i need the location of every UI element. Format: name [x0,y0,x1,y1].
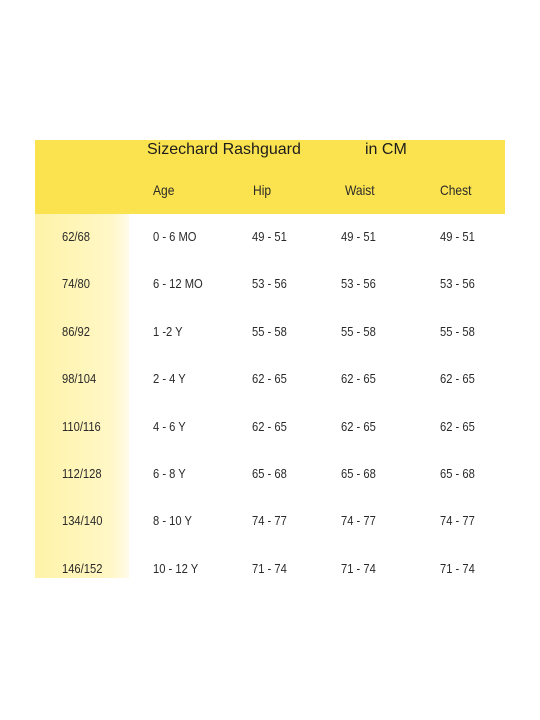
hip-cell: 62 - 65 [252,418,287,434]
size-chart-header [35,140,505,214]
size-chart [35,140,505,593]
waist-cell: 71 - 74 [341,560,376,576]
chest-cell: 53 - 56 [440,276,475,292]
size-cell: 62/68 [62,229,90,244]
size-cell: 98/104 [62,371,97,387]
chart-title: Sizechard Rashguard [147,141,301,158]
hip-cell: 55 - 58 [252,323,287,339]
hip-cell: 53 - 56 [252,276,287,292]
size-cell: 134/140 [62,513,103,529]
table-row [35,214,505,261]
size-cell: 112/128 [62,465,102,481]
size-cell: 86/92 [62,323,90,339]
table-row [35,404,505,451]
table-row [35,546,505,593]
waist-cell: 62 - 65 [341,371,376,387]
chest-cell: 62 - 65 [440,418,475,434]
age-cell: 10 - 12 Y [153,560,199,576]
unit-label: in CM [365,141,407,158]
size-cell: 110/116 [62,418,101,434]
waist-cell: 62 - 65 [341,418,376,434]
waist-cell: 65 - 68 [341,465,376,481]
chest-cell: 62 - 65 [440,371,475,387]
chest-cell: 55 - 58 [440,323,475,339]
waist-cell: 49 - 51 [341,229,376,244]
column-header-hip: Hip [253,182,272,198]
age-cell: 6 - 12 MO [153,276,203,292]
table-row [35,309,505,356]
age-cell: 2 - 4 Y [153,371,186,387]
size-cell: 74/80 [62,276,90,292]
chest-cell: 49 - 51 [440,229,475,244]
column-header-waist: Waist [345,182,375,198]
age-cell: 1 -2 Y [153,323,183,339]
table-row [35,451,505,498]
chest-cell: 65 - 68 [440,465,475,481]
column-header-chest: Chest [440,182,472,198]
size-table-body [35,214,505,593]
hip-cell: 71 - 74 [252,560,287,576]
hip-cell: 65 - 68 [252,465,287,481]
hip-cell: 74 - 77 [252,513,287,529]
table-row [35,261,505,308]
waist-cell: 53 - 56 [341,276,376,292]
age-cell: 6 - 8 Y [153,465,186,481]
waist-cell: 55 - 58 [341,323,376,339]
waist-cell: 74 - 77 [341,513,376,529]
age-cell: 4 - 6 Y [153,418,186,434]
age-cell: 8 - 10 Y [153,513,192,529]
chest-cell: 74 - 77 [440,513,475,529]
table-row [35,498,505,545]
table-row [35,356,505,403]
age-cell: 0 - 6 MO [153,229,197,244]
hip-cell: 62 - 65 [252,371,287,387]
hip-cell: 49 - 51 [252,229,287,244]
size-cell: 146/152 [62,560,103,576]
column-header-age: Age [153,182,175,198]
chest-cell: 71 - 74 [440,560,475,576]
